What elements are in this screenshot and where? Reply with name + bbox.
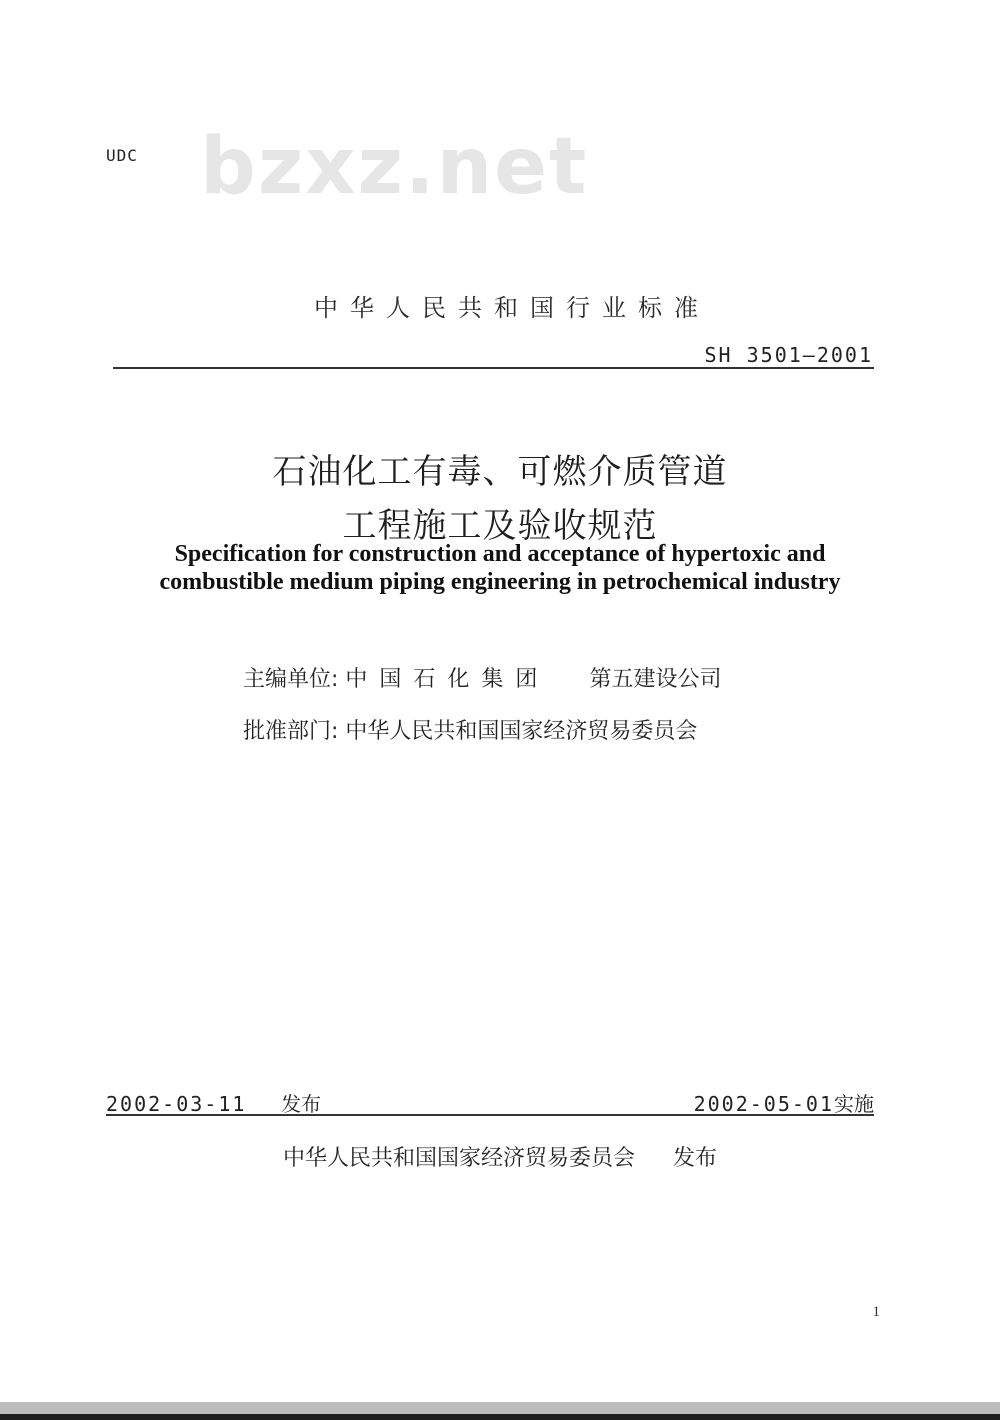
header-rule [113,367,874,369]
page-number: 1 [872,1304,880,1320]
publisher-action: 发布 [673,1146,718,1171]
approver-row [243,714,697,745]
title-cn-line1: 石油化工有毒、可燃介质管道 [272,452,728,492]
effective-date: 2002-05-01 [693,1092,834,1116]
issue-label: 发布 [281,1092,322,1116]
editor-label: 主编单位: [243,667,339,692]
standard-number: SH 3501—2001 [704,343,873,367]
editor-row [243,662,721,693]
title-cn-line2: 工程施工及验收规范 [342,506,658,546]
standard-category: 中华人民共和国行业标准 [314,294,710,322]
editor-org: 中国石化集团 [345,667,550,692]
udc-label: UDC [106,146,138,165]
title-en-line1: Specification for construction and acceptance of hypertoxic and [174,541,826,567]
publisher-line [0,1141,1000,1172]
issue-date: 2002-03-11 [106,1092,247,1116]
effective-label: 实施 [834,1092,874,1116]
approver-org: 中华人民共和国国家经济贸易委员会 [345,719,698,744]
scan-edge-dark [0,1414,1000,1420]
approver-label: 批准部门: [243,719,339,744]
issue-date-block [106,1088,321,1117]
footer-rule [106,1114,874,1116]
watermark: bzxz.net [200,122,589,212]
editor-dept: 第五建设公司 [589,667,722,692]
title-en-line2: combustible medium piping engineering in petrochemical industry [159,569,841,595]
effective-date-block [694,1088,874,1117]
publisher-org: 中华人民共和国国家经济贸易委员会 [282,1146,635,1171]
